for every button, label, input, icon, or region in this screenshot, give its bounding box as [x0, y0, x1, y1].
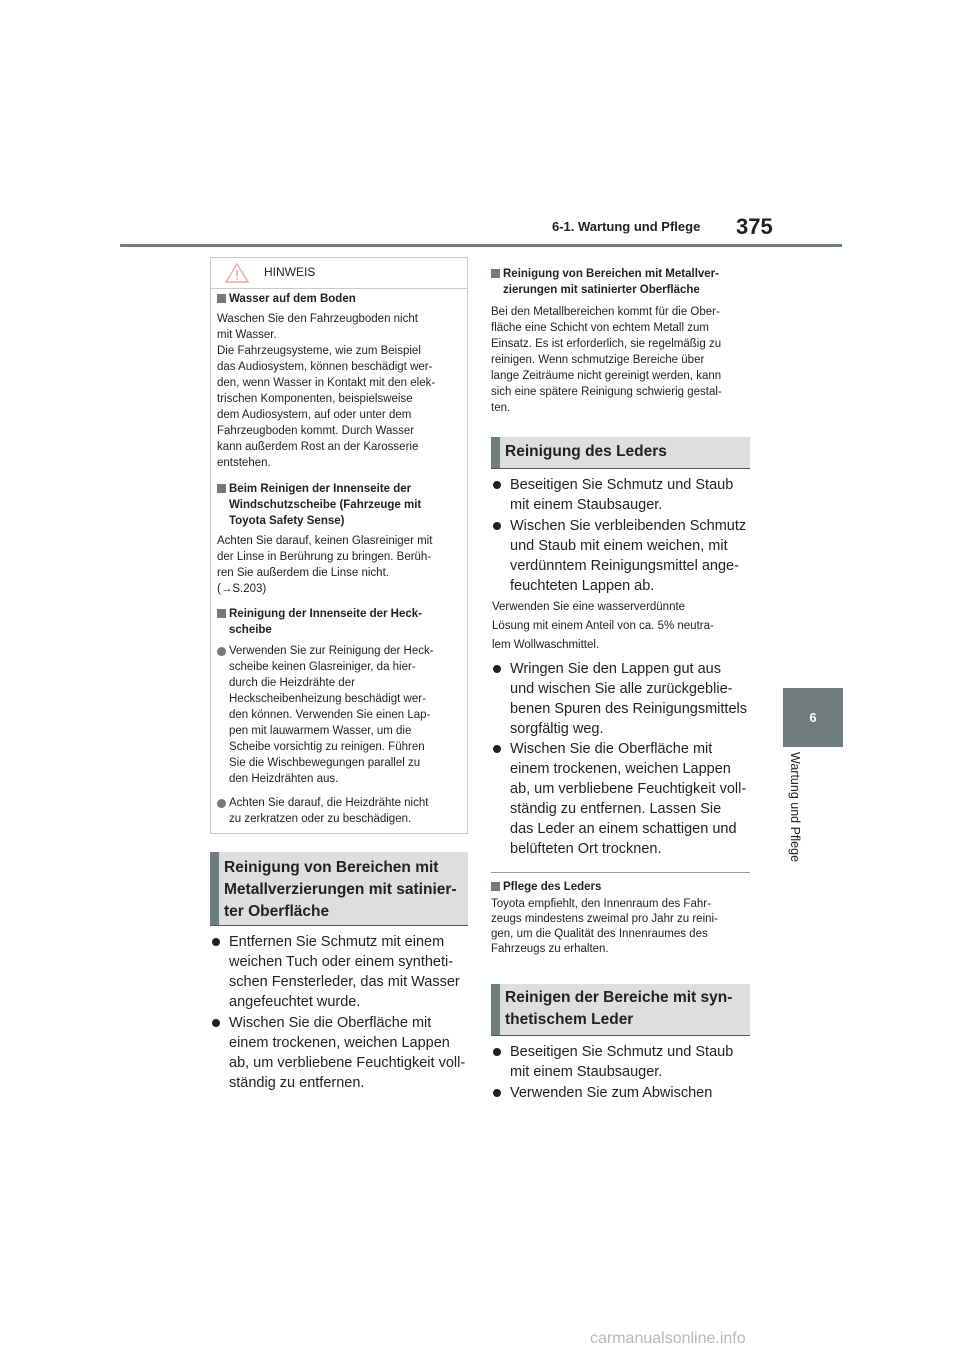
bullet-item [492, 1083, 754, 1103]
section-heading-leather [491, 437, 750, 469]
text-line: ständig zu entfernen. Lassen Sie [510, 801, 722, 817]
text-line: entstehen. [217, 457, 271, 469]
text-line: Verwenden Sie zum Abwischen [510, 1085, 713, 1101]
text-line: weichen Tuch oder einem syntheti- [229, 954, 454, 970]
chapter-tab: 6 [783, 688, 843, 747]
text-line: zierungen mit satinierter Oberfläche [503, 284, 700, 296]
text-line: verdünntem Reinigungsmittel ange- [510, 558, 739, 574]
paragraph [491, 897, 753, 957]
paragraph [491, 304, 753, 416]
text-line: Toyota empfiehlt, den Innenraum des Fahr- [491, 898, 711, 910]
bullet-item [492, 1042, 754, 1082]
notice-box [210, 257, 468, 834]
text-line: Heckscheibenheizung beschädigt wer- [229, 693, 426, 705]
text-line: Wringen Sie den Lappen gut aus [510, 661, 721, 677]
text-line: ten. [491, 402, 511, 414]
round-bullet-icon [212, 938, 220, 946]
round-bullet-icon [493, 481, 501, 489]
text-line: lange Zeiträume nicht gereinigt werden, kann [491, 370, 722, 382]
text-line: scheibe keinen Glasreiniger, da hier- [229, 661, 416, 673]
text-line: Wischen Sie die Oberfläche mit [510, 741, 713, 757]
square-bullet-icon [491, 882, 500, 891]
text-line: mit einem Staubsauger. [510, 497, 663, 513]
text-line: Wischen Sie verbleibenden Schmutz [510, 518, 747, 534]
text-line: das Leder an einem schattigen und [510, 821, 737, 837]
text-line: Metallverzierungen mit satinier- [224, 881, 457, 898]
watermark: carmanualsonline.info [590, 1330, 746, 1347]
section-heading-text [505, 987, 732, 1031]
text-line: Beseitigen Sie Schmutz und Staub [510, 477, 734, 493]
text-line: Wischen Sie die Oberfläche mit [229, 1015, 432, 1031]
warning-triangle-icon [225, 263, 249, 283]
text-line: das Audiosystem, können beschädigt wer- [217, 361, 433, 373]
text-line: scheibe [229, 624, 272, 636]
text-line: Beseitigen Sie Schmutz und Staub [510, 1044, 734, 1060]
text-line: Reinigen der Bereiche mit syn- [505, 989, 733, 1006]
bullet-item [211, 932, 473, 1012]
bullet-item [492, 516, 754, 596]
round-bullet-icon [217, 647, 226, 656]
notice-section-rear-window [211, 606, 469, 827]
text-line: mit einem Staubsauger. [510, 1064, 663, 1080]
notice-bullet [211, 643, 469, 787]
text-line: benen Spuren des Reinigungsmittels [510, 701, 747, 717]
round-bullet-icon [493, 665, 501, 673]
text-line: (→S.203) [217, 583, 267, 595]
text-line: pen mit lauwarmem Wasser, um die [229, 725, 412, 737]
notice-section-windshield [211, 481, 469, 597]
text-line: der Linse in Berührung zu bringen. Berüh- [217, 551, 432, 563]
round-bullet-icon [493, 745, 501, 753]
text-line: Verwenden Sie eine wasserverdünnte [492, 601, 686, 613]
text-line: einem trockenen, weichen Lappen [229, 1035, 450, 1051]
text-line: sorgfältig weg. [510, 721, 604, 737]
text-line: lem Wollwaschmittel. [492, 639, 600, 651]
text-line: ständig zu entfernen. [229, 1075, 365, 1091]
text-line: den, wenn Wasser in Kontakt mit den elek- [217, 377, 436, 389]
bullet-item [492, 475, 754, 515]
notice-paragraph [211, 311, 469, 471]
square-bullet-icon [217, 484, 226, 493]
page-number: 375 [736, 214, 773, 239]
bullet-item [492, 739, 754, 859]
notice-heading [211, 481, 469, 529]
divider [491, 872, 750, 873]
text-line: und wischen Sie alle zurückgeblie- [510, 681, 733, 697]
text-line: kann außerdem Rost an der Karosserie [217, 441, 419, 453]
text-line: ren Sie außerdem die Linse nicht. [217, 567, 389, 579]
text-line: den Heizdrähten aus. [229, 773, 339, 785]
text-line: Pflege des Leders [503, 881, 602, 893]
text-line: Lösung mit einem Anteil von ca. 5% neutra- [492, 620, 714, 632]
text-line: belüfteten Ort trocknen. [510, 841, 662, 857]
notice-paragraph [211, 533, 469, 597]
text-line: zu zerkratzen oder zu beschädigen. [229, 813, 412, 825]
text-line: Fahrzeugboden kommt. Durch Wasser [217, 425, 415, 437]
section-heading-synthetic-leather [491, 984, 750, 1036]
text-line: Achten Sie darauf, keinen Glasreiniger mit [217, 535, 433, 547]
section-heading-bar [491, 984, 500, 1035]
header-section-title: 6-1. Wartung und Pflege [552, 219, 701, 234]
section-heading-bar [491, 437, 500, 468]
text-line: Reinigung der Innenseite der Heck- [229, 608, 422, 620]
text-line: Achten Sie darauf, die Heizdrähte nicht [229, 797, 429, 809]
bullet-item [492, 659, 754, 739]
round-bullet-icon [493, 1089, 501, 1097]
notice-heading [211, 606, 469, 638]
text-line: zeugs mindestens zweimal pro Jahr zu reini- [491, 913, 718, 925]
text-line: Toyota Safety Sense) [229, 515, 345, 527]
square-bullet-icon [217, 609, 226, 618]
chapter-side-label: Wartung und Pflege [788, 752, 802, 863]
text-line: sich eine spätere Reinigung schwierig gestal- [491, 386, 722, 398]
text-line: Reinigung von Bereichen mit [224, 859, 439, 876]
note-paragraph [492, 598, 754, 655]
text-line: ab, um verbliebene Feuchtigkeit voll- [229, 1055, 466, 1071]
text-line: Windschutzscheibe (Fahrzeuge mit [229, 499, 422, 511]
text-line: Sie die Wischbewegungen parallel zu [229, 757, 421, 769]
text-line: feuchteten Lappen ab. [510, 578, 655, 594]
square-bullet-icon [491, 269, 500, 278]
round-bullet-icon [493, 522, 501, 530]
text-line: Reinigung von Bereichen mit Metallver- [503, 268, 719, 280]
text-line: Verwenden Sie zur Reinigung der Heck- [229, 645, 434, 657]
text-line: Waschen Sie den Fahrzeugboden nicht [217, 313, 418, 325]
notice-section-water [211, 291, 469, 471]
text-line: thetischem Leder [505, 1011, 634, 1028]
text-line: schen Fensterleder, das mit Wasser [229, 974, 460, 990]
section-heading-bar [210, 852, 219, 925]
round-bullet-icon [212, 1019, 220, 1027]
text-line: gen, um die Qualität des Innenraumes des [491, 928, 708, 940]
subheading-leather-care [491, 879, 753, 895]
chapter-side-label-wrap [788, 752, 808, 892]
notice-bullet [211, 795, 469, 827]
text-line: einem trockenen, weichen Lappen [510, 761, 731, 777]
bullet-item [211, 1013, 473, 1093]
round-bullet-icon [217, 799, 226, 808]
header-rule [120, 244, 842, 247]
text-line: angefeuchtet wurde. [229, 994, 361, 1010]
text-line: den können. Verwenden Sie einen Lap- [229, 709, 431, 721]
round-bullet-icon [493, 1048, 501, 1056]
text-line: Beim Reinigen der Innenseite der [229, 483, 412, 495]
notice-label: HINWEIS [264, 265, 316, 279]
text-line: Scheibe vorsichtig zu reinigen. Führen [229, 741, 425, 753]
text-line: fläche eine Schicht von echtem Metall zum [491, 322, 709, 334]
text-line: Entfernen Sie Schmutz mit einem [229, 934, 445, 950]
text-line: ter Oberfläche [224, 903, 330, 920]
text-line: Die Fahrzeugsysteme, wie zum Beispiel [217, 345, 421, 357]
notice-heading [211, 291, 469, 307]
notice-header [211, 258, 467, 289]
text-line: und Staub mit einem weichen, mit [510, 538, 728, 554]
text-line: reinigen. Wenn schmutzige Bereiche über [491, 354, 705, 366]
text-line: durch die Heizdrähte der [229, 677, 355, 689]
text-line: mit Wasser. [217, 329, 277, 341]
subheading-satin-metal [491, 266, 753, 298]
square-bullet-icon [217, 294, 226, 303]
text-line: Bei den Metallbereichen kommt für die Ober- [491, 306, 720, 318]
text-line: ab, um verbliebene Feuchtigkeit voll- [510, 781, 747, 797]
section-heading-text [224, 857, 457, 923]
text-line: trischen Komponenten, beispielsweise [217, 393, 413, 405]
notice-heading-text: Wasser auf dem Boden [229, 293, 356, 305]
text-line: dem Audiosystem, auf oder unter dem [217, 409, 412, 421]
text-line: Fahrzeugs zu erhalten. [491, 943, 609, 955]
section-heading-satin-metal [210, 852, 468, 926]
text-line: Einsatz. Es ist erforderlich, sie regelmäßig zu [491, 338, 722, 350]
section-heading-text: Reinigung des Leders [505, 443, 667, 460]
